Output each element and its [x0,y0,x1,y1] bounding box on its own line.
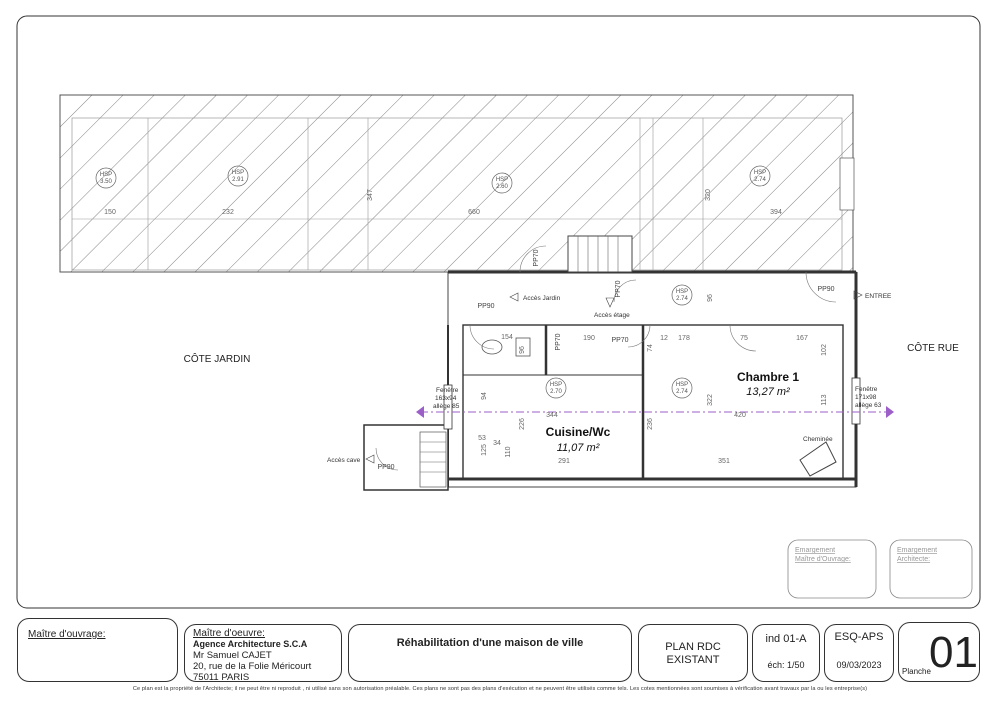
label-fenetre-left: 163x94 [435,395,457,402]
project-title: Réhabilitation d'une maison de ville [396,637,584,649]
hsp-value: 2.91 [232,177,244,183]
emargement-label: Architecte: [897,556,931,563]
hsp-label: HSP [99,172,113,178]
scale-value: éch: 1/50 [767,660,805,670]
hsp-label: HSP [675,382,689,388]
label-acces-cave: Accès cave [327,457,361,464]
room-name: Chambre 1 [736,370,800,384]
date-value: 09/03/2023 [836,660,882,670]
dimension: 167 [796,335,808,342]
cartouche-maitre-ouvrage [17,618,178,682]
dimension: 102 [821,344,828,356]
agence-address: 20, rue de la Folie Méricourt [193,661,312,672]
dimension: 226 [519,418,526,430]
label-fenetre-right: Fenêtre [855,386,878,393]
hsp-value: 2.60 [496,184,508,190]
hsp-label: HSP [231,170,245,176]
cartouche-index [752,624,820,682]
door-label: PP70 [555,333,562,351]
dimension: 34 [493,440,501,447]
room-area: 11,07 m² [556,442,600,454]
door-label: PP70 [611,337,629,344]
dimension: 344 [546,412,558,419]
door-label: PP90 [377,464,395,471]
cartouche-project [348,624,632,682]
label-fenetre-right: allège 63 [855,402,882,409]
dimension: 110 [505,446,512,458]
side-label-right: CÔTE RUE [907,343,959,354]
cartouche-plan-name [638,624,748,682]
label-fenetre-left: Fenêtre [436,387,459,394]
hsp-value: 2.74 [676,296,688,302]
dimension: 178 [678,335,690,342]
hsp-value: 2.74 [676,389,688,395]
dimension: 232 [222,209,234,216]
dimension: 113 [821,394,828,406]
phase-value: ESQ-APS [834,631,884,643]
emargement-boxes [788,540,972,598]
dimension: 150 [104,209,116,216]
window-right [852,378,860,424]
hsp-label: HSP [753,170,767,176]
index-value: ind 01-A [765,633,807,645]
dimension: 291 [558,458,570,465]
section-marker-left [416,406,424,418]
dimension: 660 [468,209,480,216]
label-entree: ENTREE [865,293,892,300]
dimension: 96 [707,294,714,302]
dimension: 75 [740,335,748,342]
planche-label: Planche [902,667,931,676]
plan-name: PLAN RDC [665,641,721,653]
agence-name: Agence Architecture S.C.A [193,639,308,649]
planche-number: 01 [929,628,978,677]
side-label-left: CÔTE JARDIN [183,354,251,365]
door-label: PP70 [533,249,540,267]
dimension: 190 [583,335,595,342]
dimension: 236 [647,418,654,430]
dimension: 53 [478,435,486,442]
garden-area [60,95,854,272]
hsp-value: 2.70 [550,389,562,395]
cartouche-planche [898,622,980,682]
cartouche-phase [824,624,894,682]
cartouche-maitre-oeuvre [184,624,342,682]
hsp-label: HSP [675,289,689,295]
label-acces-etage: Accès étage [594,312,630,319]
plan-status: EXISTANT [666,654,720,666]
agence-contact: Mr Samuel CAJET [193,650,272,661]
dimension: 154 [501,334,513,341]
emargement-label: Emargement [795,547,836,554]
hsp-value: 2.74 [754,177,766,183]
hsp-label: HSP [549,382,563,388]
label-acces-jardin: Accès Jardin [523,295,561,302]
agence-city: 75011 PARIS [193,672,250,683]
section-marker-right [886,406,894,418]
dimension: 94 [481,392,488,400]
emargement-label: Maître d'Ouvrage: [795,556,851,563]
dimension: 320 [705,189,712,201]
hsp-value: 3.50 [100,179,112,185]
dimension: 420 [734,412,746,419]
door-label: PP90 [817,286,835,293]
maitre-ouvrage-label: Maître d'ouvrage: [28,629,106,640]
dimension: 394 [770,209,782,216]
dimension: 96 [519,346,526,354]
door-label: PP70 [615,280,622,298]
maitre-oeuvre-label: Maître d'oeuvre: [193,628,265,639]
dimension: 125 [481,444,488,456]
label-fenetre-right: 171x98 [855,394,877,401]
emargement-label: Emargement [897,547,938,554]
dimension: 74 [647,344,654,352]
label-fenetre-left: allège 85 [433,403,460,410]
dimension: 12 [660,335,668,342]
label-cheminee: Cheminée [803,436,833,443]
dimension: 322 [707,394,714,406]
room-area: 13,27 m² [746,386,790,398]
door-label: PP90 [477,303,495,310]
disclaimer-text: Ce plan est la propriété de l'Architecte; il ne peut être ni reproduit , ni utilisé sans son autorisation préalable. Ces plans ne sont pas des plans d'exécution et ne peuvent être utilisés comme tels. Les cotes mentionnées sont soumises à vérification avant travaux par la ou les entreprise(s) [132,686,868,692]
hsp-label: HSP [495,177,509,183]
house-walls [364,236,860,490]
dimension: 347 [367,189,374,201]
room-name: Cuisine/Wc [545,425,611,439]
dimension: 351 [718,458,730,465]
